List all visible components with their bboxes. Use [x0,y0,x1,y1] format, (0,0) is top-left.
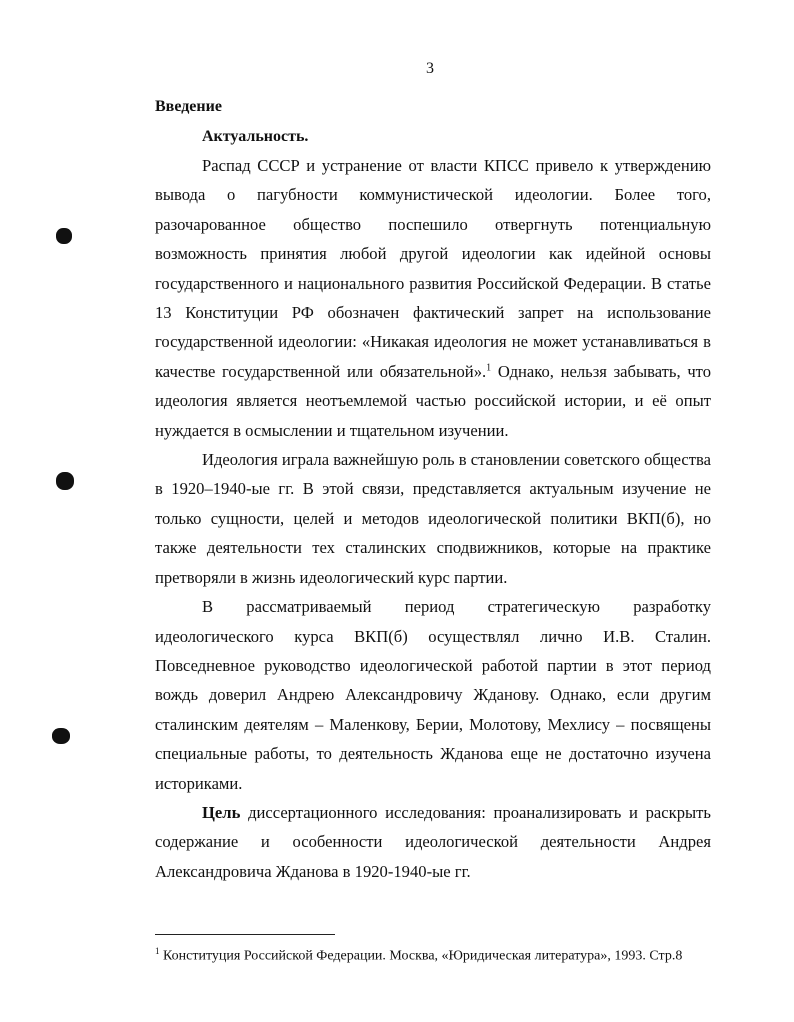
body-text [155,151,711,886]
binding-hole-mark [56,228,72,244]
paragraph-stalin-zhdanov: В рассматриваемый период стратегическую разработку идеологического курса ВКП(б) осуществлял лично И.В. Сталин. Повседневное руководство идеологической работой партии в этот период вождь доверил Андрею Александровичу Жданову. Однако, если другим сталинским деятелям – Маленкову, Берии, Молотову, Мехлису – посвящены специальные работы, то деятельность Жданова еще не достаточно изучена историками. [155,597,711,793]
page-number: 3 [426,60,434,77]
footnote-text: Конституция Российской Федерации. Москва, «Юридическая литература», 1993. Стр.8 [159,948,683,964]
goal-text: диссертационного исследования: проанализировать и раскрыть содержание и особенности идеологической деятельности Андрея Александровича Жданова в 1920-1940-ые гг. [155,802,711,881]
paragraph-text: Распад СССР и устранение от власти КПСС привело к утверждению вывода о пагубности коммунистической идеологии. Более того, разочарованное общество поспешило отвергнуть потенциальную возможность принятия любой другой идеологии как идейной основы государственного и национального развития Российской Федерации. В статье 13 Конституции РФ обозначен фактический запрет на использование государственной идеологии: «Никакая идеология не может устанавливаться в качестве государственной или обязательной». [155,156,711,381]
paragraph-goal [155,798,711,886]
section-heading: Введение [155,98,222,115]
footnote [155,942,695,966]
section-subheading: Актуальность. [202,128,309,145]
binding-hole-mark [52,728,70,744]
footnote-reference: 1 [486,362,492,374]
paragraph-relevance [155,151,711,445]
footnote-divider [155,934,335,935]
binding-hole-mark [56,472,74,490]
paragraph-continuation: Однако, нельзя забывать, что идеология является неотъемлемой частью российской истории, и её опыт нуждается в осмыслении и тщательном изучении. [155,361,711,440]
footnote-marker: 1 [155,946,160,956]
goal-label: Цель [202,802,241,822]
paragraph-ideology-role: Идеология играла важнейшую роль в становлении советского общества в 1920–1940-ые гг. В этой связи, представляется актуальным изучение не только сущности, целей и методов идеологической политики ВКП(б), но также деятельности тех сталинских сподвижников, которые на практике претворяли в жизнь идеологический курс партии. [155,450,711,587]
